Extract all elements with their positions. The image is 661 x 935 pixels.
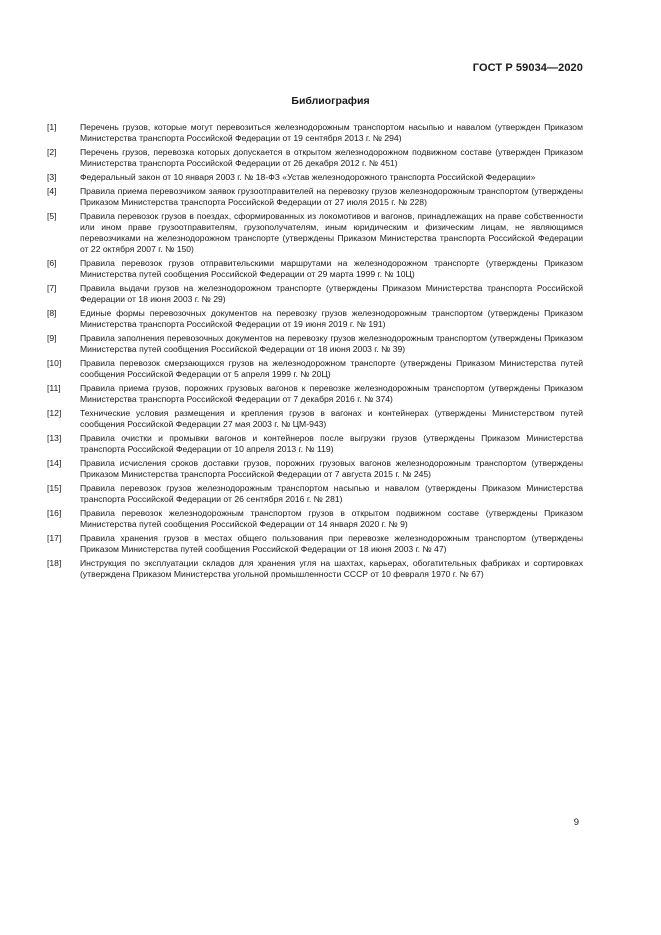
entry-text: Технические условия размещения и крепления грузов в вагонах и контейнерах (утверждены Министерством путей сообщения Российской Федерации 27 мая 2003 г. № ЦМ-943) [80, 408, 583, 430]
entry-text: Правила очистки и промывки вагонов и контейнеров после выгрузки грузов (утверждены Приказом Министерства транспорта Российской Федерации от 10 апреля 2013 г. № 119) [80, 433, 583, 455]
entry-number: [6] [47, 258, 57, 269]
entry-text: Правила заполнения перевозочных документов на перевозку грузов железнодорожным транспортом (утверждены Приказом Министерства путей сообщения Российской Федерации от 18 июня 2003 г. № 39) [80, 333, 583, 355]
entry-number: [2] [47, 147, 57, 157]
entry-text: Правила выдачи грузов на железнодорожном транспорте (утверждены Приказом Министерства транспорта Российской Федерации от 18 июня 2003 г. № 29) [80, 283, 583, 305]
bibliography-entry [47, 258, 583, 280]
entry-number: [11] [47, 383, 61, 394]
entry-number: [18] [47, 558, 62, 569]
entry-text: Правила перевозок грузов отправительскими маршрутами на железнодорожном транспорте (утверждены Приказом Министерства путей сообщения Российской Федерации от 29 марта 1999 г. № 10Ц) [80, 258, 583, 280]
bibliography-entry [47, 333, 583, 355]
entry-number: [10] [47, 358, 62, 369]
bibliography-entry [47, 533, 583, 555]
bibliography-entry [47, 358, 583, 380]
bibliography-entry [47, 508, 583, 530]
entry-text: Перечень грузов, перевозка которых допускается в открытом железнодорожном подвижном составе (утвержден Приказом Министерства транспорта Российской Федерации от 26 декабря 2012 г. № 451) [80, 147, 583, 169]
entry-text: Правила исчисления сроков доставки грузов, порожних грузовых вагонов железнодорожным транспортом (утверждены Приказом Министерства транспорта Российской Федерации от 7 августа 2015 г. № 245) [80, 458, 583, 480]
page-number: 9 [573, 817, 579, 828]
bibliography-entry [47, 211, 583, 256]
entry-text: Правила перевозок грузов в поездах, сформированных из локомотивов и вагонов, принадлежащих на праве собственности или ином праве грузоотправителям, грузополучателям, иным юридическим и физическим лицам, не являющимся перевозчиками на железнодорожном транспорте (утверждены Приказом Министерства транспорта Российской Федерации от 22 октября 2007 г. № 150) [80, 210, 583, 255]
entry-number: [5] [47, 210, 57, 221]
bibliography-entry [47, 122, 583, 144]
entry-number: [15] [47, 483, 62, 494]
entry-text: Правила приема грузов, порожних грузовых вагонов к перевозке железнодорожным транспортом (утверждены Приказом Министерства транспорта Российской Федерации от 7 декабря 2016 г. № 374) [80, 383, 583, 405]
bibliography-entry [47, 558, 583, 580]
entry-number: [1] [47, 122, 57, 132]
entry-text: Правила перевозок смерзающихся грузов на железнодорожном транспорте (утверждены Приказом Министерства путей сообщения Российской Федерации от 5 апреля 1999 г. № 20Ц) [80, 358, 583, 380]
entry-text: Перечень грузов, которые могут перевозиться железнодорожным транспортом насыпью и навалом (утвержден Приказом Министерства транспорта Российской Федерации от 19 сентября 2013 г. № 294) [80, 122, 583, 144]
bibliography-entry [47, 408, 583, 430]
entry-text: Правила перевозок грузов железнодорожным транспортом насыпью и навалом (утверждены Приказом Министерства транспорта Российской Федерации от 26 сентября 2016 г. № 281) [80, 483, 583, 505]
entry-text: Единые формы перевозочных документов на перевозку грузов железнодорожным транспортом (утверждены Приказом Министерства транспорта Российской Федерации от 19 июня 2019 г. № 191) [80, 308, 583, 330]
bibliography-entry [47, 172, 583, 183]
entry-number: [16] [47, 508, 62, 519]
entry-text: Федеральный закон от 10 января 2003 г. № 18-ФЗ «Устав железнодорожного транспорта Российской Федерации» [80, 172, 536, 182]
entry-number: [7] [47, 283, 57, 294]
bibliography-entry [47, 458, 583, 480]
entry-text: Правила перевозок железнодорожным транспортом грузов в открытом подвижном составе (утверждены Приказом Министерства путей сообщения Российской Федерации от 14 января 2020 г. № 9) [80, 508, 583, 530]
bibliography-list [47, 122, 583, 583]
bibliography-entry [47, 283, 583, 305]
bibliography-entry [47, 483, 583, 505]
entry-number: [4] [47, 185, 57, 196]
entry-text: Правила хранения грузов в местах общего пользования при перевозке железнодорожным транспортом (утверждены Приказом Министерства путей сообщения Российской Федерации от 18 июня 2003 г. № 47) [80, 533, 583, 555]
entry-number: [17] [47, 533, 62, 544]
entry-number: [3] [47, 172, 57, 182]
bibliography-entry [47, 308, 583, 330]
entry-number: [8] [47, 308, 57, 319]
entry-text: Инструкция по эксплуатации складов для хранения угля на шахтах, карьерах, обогатительных фабриках и сортировках (утверждена Приказом Министерства угольной промышленности СССР от 10 февраля 1970 г. № 67) [80, 558, 583, 580]
entry-number: [13] [47, 433, 62, 444]
document-code: ГОСТ Р 59034—2020 [472, 62, 583, 74]
bibliography-entry [47, 383, 583, 405]
bibliography-entry [47, 433, 583, 455]
bibliography-entry [47, 186, 583, 208]
entry-text: Правила приема перевозчиком заявок грузоотправителей на перевозку грузов железнодорожным транспортом (утверждены Приказом Министерства транспорта Российской Федерации от 27 июля 2015 г. № 228) [80, 185, 583, 207]
bibliography-title: Библиография [291, 95, 370, 107]
entry-number: [9] [47, 333, 57, 344]
entry-number: [14] [47, 458, 62, 469]
bibliography-entry [47, 147, 583, 169]
entry-number: [12] [47, 408, 62, 419]
